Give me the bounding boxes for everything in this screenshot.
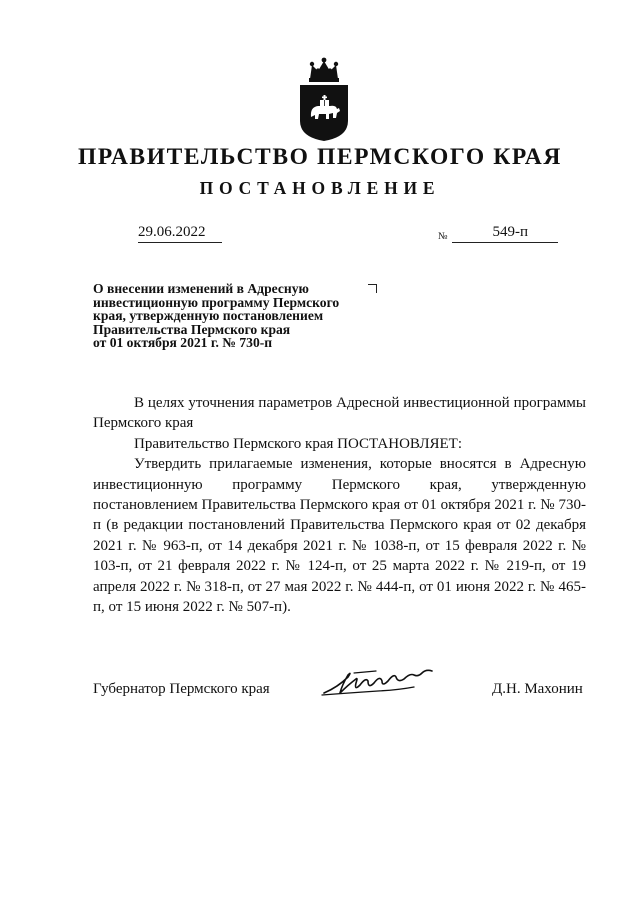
subject-line: края, утвержденную постановлением [93, 308, 324, 324]
subject-line: О внесении изменений в Адресную [93, 281, 309, 296]
document-date: 29.06.2022 [138, 224, 222, 243]
document-type: ПОСТАНОВЛЕНИЕ [199, 178, 441, 198]
handwritten-signature-icon [318, 663, 438, 703]
government-title: ПРАВИТЕЛЬСТВО ПЕРМСКОГО КРАЯ [78, 144, 562, 170]
subject-line: от 01 октября 2021 г. № 730-п [93, 335, 273, 351]
document-subject [93, 282, 383, 350]
subject-line: Правительства Пермского края [93, 321, 291, 337]
perm-krai-coat-of-arms-icon [296, 55, 352, 143]
body-paragraph: Правительство Пермского края ПОСТАНОВЛЯЕТ: [134, 435, 463, 452]
signatory-title: Губернатор Пермского края [93, 681, 270, 697]
document-body [93, 393, 586, 617]
subject-line: инвестиционную программу Пермского [93, 294, 340, 310]
document-number-field [452, 224, 558, 243]
body-paragraph: В целях уточнения параметров Адресной инвестиционной программы Пермского края [93, 395, 586, 432]
subject-corner-mark [368, 284, 377, 293]
number-label: № [438, 231, 448, 242]
document-number: 549-п [492, 224, 528, 240]
body-paragraph: Утвердить прилагаемые изменения, которые вносятся в Адресную инвестиционную программу Пермского края, утвержденную постановлением Правительства Пермского края от 01 октября 2021 г. № 730-п (в редакции постановлений Правительства Пермского края от 02 декабря 2021 г. № 963-п, от 14 декабря 2021 г. № 1038-п, от 15 февраля 2022 г. № 103-п, от 21 февраля 2022 г. № 124-п, от 25 марта 2022 г. № 219-п, от 19 апреля 2022 г. № 318-п, от 27 мая 2022 г. № 444-п, от 01 июня 2022 г. № 465-п, от 15 июня 2022 г. № 507-п). [93, 456, 586, 616]
signatory-name: Д.Н. Махонин [492, 681, 583, 697]
